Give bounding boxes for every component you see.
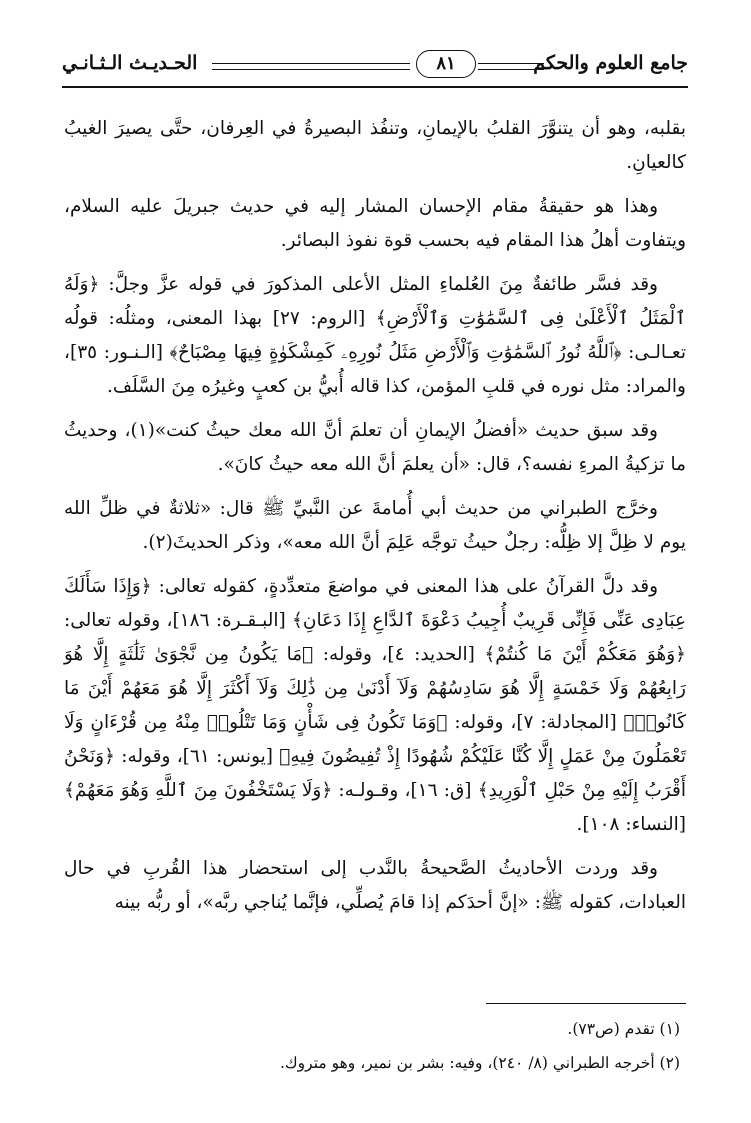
paragraph: وهذا هو حقيقةُ مقام الإحسان المشار إليه في حديث جبريلَ عليه السلام، ويتفاوت أهلُ هذا المقام فيه بحسب قوة نفوذ البصائر. [64, 196, 686, 251]
paragraph: وقد دلَّ القرآنُ على هذا المعنى في مواضعَ متعدِّدةٍ، كقوله تعالى: ﴿وَإِذَا سَأَلَكَ عِبَادِى عَنِّى فَإِنِّى قَرِيبٌ أُجِيبُ دَعْوَةَ ٱلدَّاعِ إِذَا دَعَانِ﴾ [البـقـرة: ١٨٦]، وقوله تعالى: ﴿وَهُوَ مَعَكُمْ أَيْنَ مَا كُنتُمْ﴾ [الحديد: ٤]، وقوله: ﴿مَا يَكُونُ مِن نَّجْوَىٰ ثَلَٰثَةٍ إِلَّا هُوَ رَابِعُهُمْ وَلَا خَمْسَةٍ إِلَّا هُوَ سَادِسُهُمْ وَلَآ أَدْنَىٰ مِن ذَٰلِكَ وَلَآ أَكْثَرَ إِلَّا هُوَ مَعَهُمْ أَيْنَ مَا كَانُوا۟﴾ [المجادلة: ٧]، وقوله: ﴿وَمَا تَكُونُ فِى شَأْنٍ وَمَا تَتْلُوا۟ مِنْهُ مِن قُرْءَانٍ وَلَا تَعْمَلُونَ مِنْ عَمَلٍ إِلَّا كُنَّا عَلَيْكُمْ شُهُودًا إِذْ تُفِيضُونَ فِيهِ﴾ [يونس: ٦١]، وقوله: ﴿وَنَحْنُ أَقْرَبُ إِلَيْهِ مِنْ حَبْلِ ٱلْوَرِيدِ﴾ [ق: ١٦]، وقـولـه: ﴿وَلَا يَسْتَخْفُونَ مِنَ ٱللَّهِ وَهُوَ مَعَهُمْ﴾ [النساء: ١٠٨]. [64, 576, 687, 835]
footnote: (٢) أخرجه الطبراني (٨/ ٢٤٠)، وفيه: بشر بن نمير، وهو متروك. [279, 1054, 680, 1072]
header-double-rule [212, 63, 410, 70]
footnotes [64, 1012, 686, 1080]
footnote-rule [486, 1003, 686, 1004]
header-double-rule [478, 63, 544, 70]
paragraph: وقد وردت الأحاديثُ الصَّحيحةُ بالنَّدب إلى استحضار هذا القُربِ في حال العبادات، كقوله ﷺ: «إنَّ أحدَكم إذا قامَ يُصلِّي، فإنَّما يُناجي ربَّه»، أو ربُّه بينه [64, 858, 686, 913]
header-rule [62, 86, 688, 88]
paragraph: وقد سبق حديث «أفضلُ الإيمانِ أن تعلمَ أنَّ الله معك حيثُ كنت»(١)، وحديثُ ما تزكيةُ المرءِ نفسه؟، قال: «أن يعلمَ أنَّ الله معه حيثُ كانَ». [64, 420, 686, 475]
section-title: الحـديـث الـثـانـي [62, 52, 198, 74]
book-title: جامع العلوم والحكم [533, 52, 688, 74]
footnote: (١) تقدم (ص٧٣). [567, 1020, 680, 1038]
paragraph: بقلبه، وهو أن يتنوَّرَ القلبُ بالإيمانِ، وتنفُذ البصيرةُ في العِرفان، حتَّى يصيرَ الغيبُ كالعيانِ. [64, 118, 686, 173]
running-header [62, 48, 688, 88]
page-number: ٨١ [416, 50, 476, 78]
paragraph: وخرَّج الطبراني من حديث أبي أُمامةَ عن النَّبيِّ ﷺ قال: «ثلاثةٌ في ظلِّ الله يوم لا ظِلَّ إلا ظِلُّه: رجلٌ حيثُ توجَّه عَلِمَ أنَّ الله معه»، وذكر الحديثَ(٢). [64, 498, 686, 553]
paragraph: وقد فسَّر طائفةٌ مِنَ العُلماءِ المثل الأعلى المذكورَ في قوله عزَّ وجلَّ: ﴿وَلَهُ ٱلْمَثَلُ ٱلْأَعْلَىٰ فِى ٱلسَّمَٰوَٰتِ وَٱلْأَرْضِ﴾ [الروم: ٢٧] بهذا المعنى، ومثلُه: قولُه تعـالـى: ﴿ٱللَّهُ نُورُ ٱلسَّمَٰوَٰتِ وَٱلْأَرْضِ مَثَلُ نُورِهِۦ كَمِشْكَوٰةٍ فِيهَا مِصْبَاحٌ﴾ [الـنـور: ٣٥]، والمراد: مثل نوره في قلبِ المؤمن، كذا قاله أُبيُّ بن كعبٍ وغيرُه مِنَ السَّلَف. [64, 274, 686, 397]
main-text [64, 112, 686, 930]
